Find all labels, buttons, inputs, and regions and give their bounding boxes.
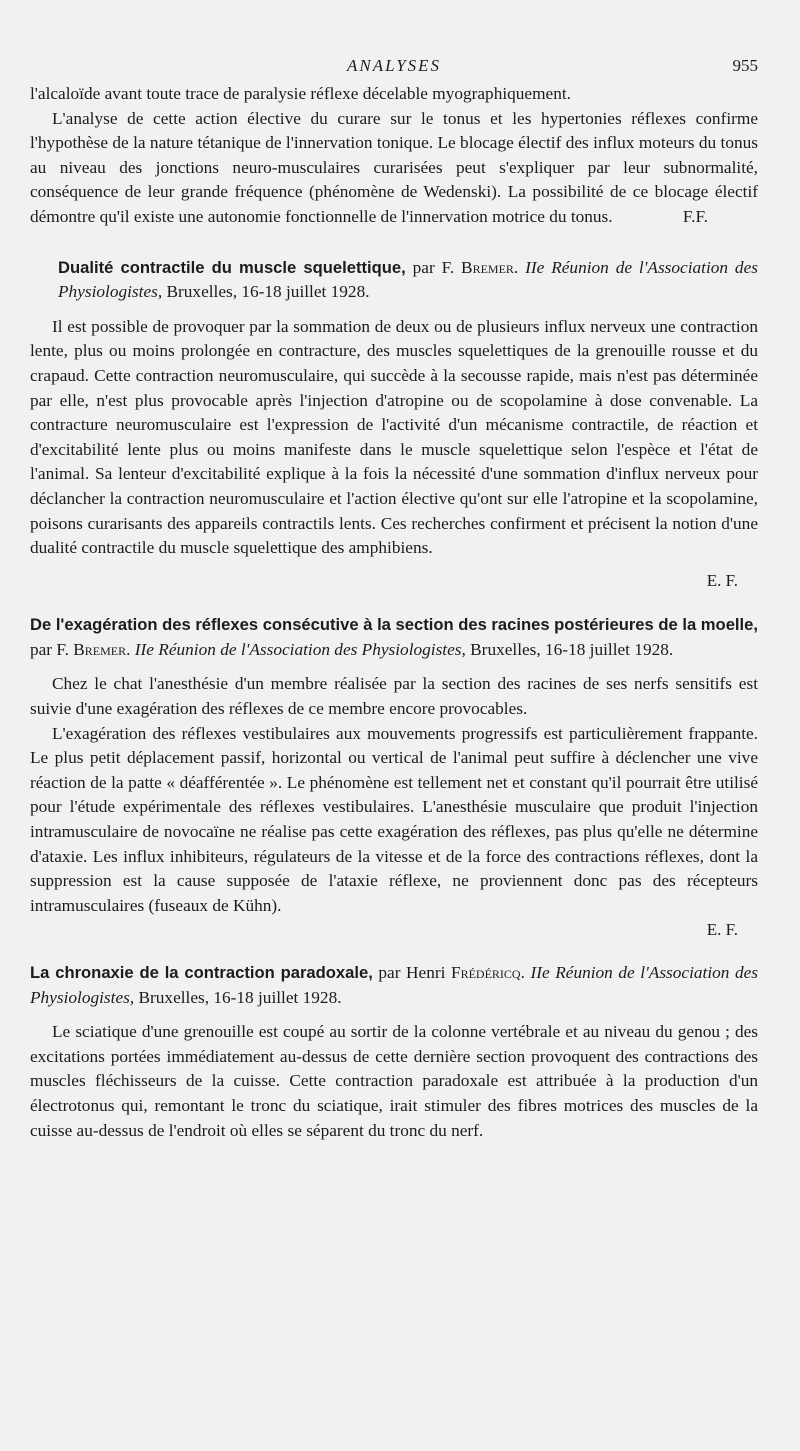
page xyxy=(30,52,758,1143)
entry-3-source: IIe Réunion de l'Association des Physiologistes, xyxy=(30,963,759,1007)
entry-1-author: F. Bremer. xyxy=(441,257,519,277)
intro-paragraph-2 xyxy=(30,107,758,230)
entry-2-by: par xyxy=(30,639,53,659)
running-title: ANALYSES xyxy=(346,56,442,75)
page-number: 955 xyxy=(732,56,758,75)
entry-1-title: Dualité contractile du muscle squelettique, xyxy=(58,257,406,277)
entry-3-paragraph-1: Le sciatique d'une grenouille est coupé au sortir de la colonne vertébrale et au niveau du genou ; des excitations portées immédiatement au-dessus de cette dernière section provoquent des contractions des muscles fléchisseurs de la cuisse. Cette contraction paradoxale est attribuée à la production d'un électrotonus qui, remontant le tronc du sciatique, irait stimuler des fibres motrices des muscles de la cuisse au-dessus de l'endroit où elles se séparent du tronc du nerf. xyxy=(30,1022,758,1140)
intro-paragraph-2-text: L'analyse de cette action élective du curare sur le tonus et les hypertonies réflexes confirme l'hypothèse de la nature tétanique de l'innervation tonique. Le blocage électif des influx moteurs du tonus au niveau des jonctions neuro-musculaires curarisées peut s'expliquer par leur subnormalité, conséquence de leur grande fréquence (phénomène de Wedenski). La possibilité de ce blocage électif démontre qu'il existe une autonomie fonctionnelle de l'innervation motrice du tonus. xyxy=(30,108,758,226)
review-entry-1 xyxy=(30,256,758,594)
entry-2-paragraph-1: Chez le chat l'anesthésie d'un membre réalisée par la section des racines de ses nerfs sensitifs est suivie d'une exagération des réflexes de ce membre encore provocables. xyxy=(30,674,758,719)
intro-section xyxy=(30,82,758,230)
review-entry-3 xyxy=(30,961,758,1143)
entry-3-author: Frédéricq. xyxy=(450,963,525,982)
entry-3-title: La chronaxie de la contraction paradoxale, xyxy=(30,963,373,982)
entry-2-author: F. Bremer. xyxy=(56,639,131,659)
entry-1-source: IIe Réunion de l'Association des Physiologistes, xyxy=(58,257,758,302)
entry-2-signature: E. F. xyxy=(706,920,738,940)
entry-3-heading xyxy=(30,961,758,1010)
entry-2-source: IIe Réunion de l'Association des Physiologistes, xyxy=(134,639,466,659)
intro-signature: F.F. xyxy=(682,206,708,226)
entry-1-by: par xyxy=(412,257,435,277)
entry-3-place-date: Bruxelles, 16-18 juillet 1928. xyxy=(138,987,342,1007)
entry-1-signature: E. F. xyxy=(706,570,738,590)
intro-paragraph-1: l'alcaloïde avant toute trace de paralysie réflexe décelable myographiquement. xyxy=(30,84,571,103)
entry-1-place-date: Bruxelles, 16-18 juillet 1928. xyxy=(166,282,370,302)
running-head xyxy=(30,52,758,82)
entry-2-title: De l'exagération des réflexes consécutive à la section des racines postérieures de la moelle, xyxy=(30,615,758,635)
entry-1-heading xyxy=(30,256,758,305)
entry-2-heading xyxy=(30,613,758,662)
entry-1-paragraph-1: Il est possible de provoquer par la sommation de deux ou de plusieurs influx nerveux une contraction lente, plus ou moins prolongée en contracture, des muscles squelettiques de la grenouille rousse et du crapaud. Cette contraction neuromusculaire, qui succède à la secousse rapide, mais n'est pas déterminée par elle, n'est plus provocable après l'injection d'atropine ou de scopolamine à dose convenable. La contracture neuromusculaire est l'expression de l'activité d'un mécanisme contractile, de réaction et d'excitabilité lente plus ou moins manifeste dans le muscle squelettique selon l'espèce et l'état de l'animal. Sa lenteur d'excitabilité explique à la fois la nécessité d'une sommation d'influx nerveux pour déclancher la contraction neuromusculaire et l'action élective qu'ont sur elle l'atropine et la scopolamine, poisons curarisants des appareils contractils lents. Ces recherches confirment et précisent la notion d'une dualité contractile du muscle squelettique des amphibiens. xyxy=(30,316,758,558)
entry-2-paragraph-2: L'exagération des réflexes vestibulaires aux mouvements progressifs est particulièrement frappante. Le plus petit déplacement passif, horizontal ou vertical de l'animal peut suffire à déclencher une vive réaction de la patte « déafférentée ». Le phénomène est tellement net et constant qu'il pourrait être utilisé pour l'étude expérimentale des réflexes vestibulaires. L'anesthésie musculaire que produit l'injection intramusculaire de novocaïne ne réalise pas cette exagération des réflexes, pas plus qu'elle ne détermine d'ataxie. Les influx inhibiteurs, régulateurs de la vitesse et de la force des contractions réflexes, dont la suppression est la cause supposée de l'ataxie réflexe, ne proviennent donc pas des récepteurs intramusculaires (fuseaux de Kühn). xyxy=(30,723,758,915)
entry-3-by: par Henri xyxy=(378,963,446,982)
entry-2-place-date: Bruxelles, 16-18 juillet 1928. xyxy=(470,639,674,659)
review-entry-2 xyxy=(30,613,758,943)
